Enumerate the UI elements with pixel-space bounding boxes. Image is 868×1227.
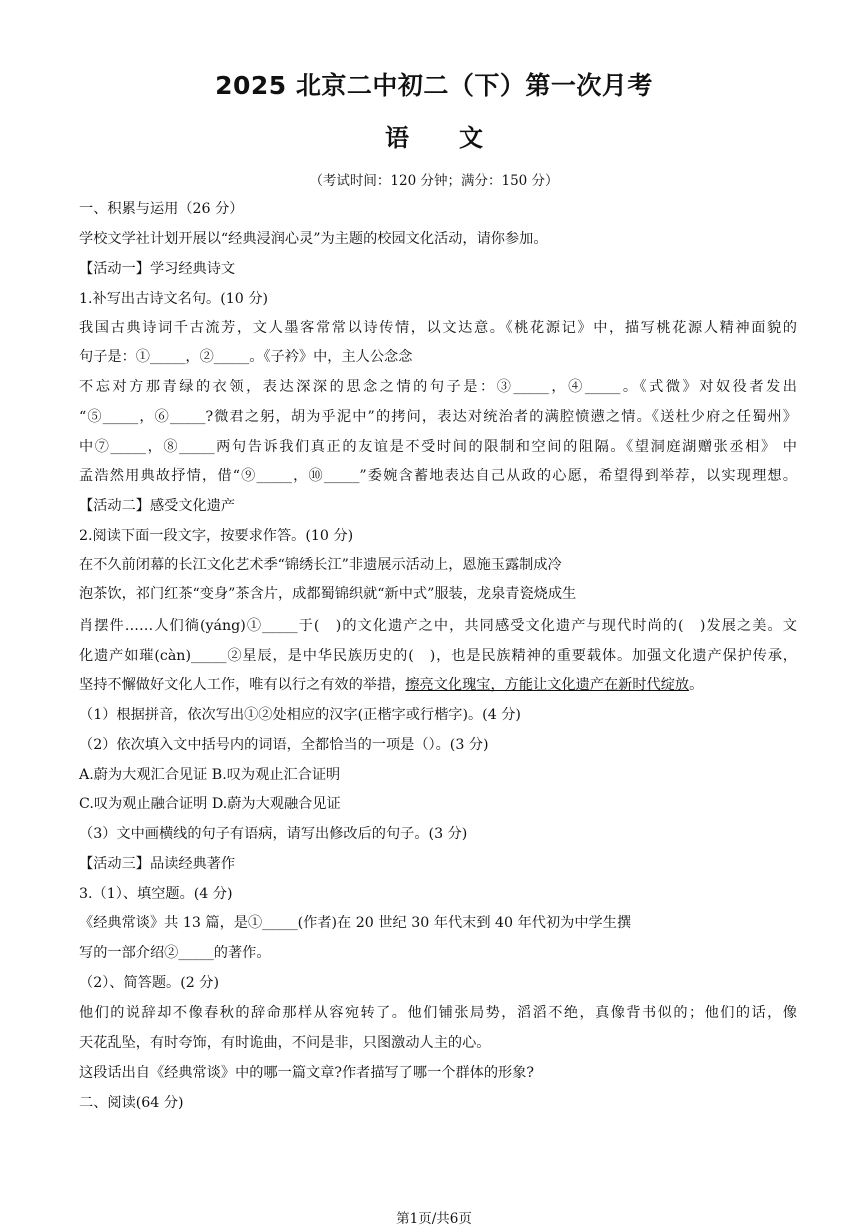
activity-heading: 【活动一】学习经典诗文 bbox=[79, 261, 236, 277]
exam-info: （考试时间：120 分钟；满分：150 分） bbox=[309, 173, 559, 189]
activity-heading: 【活动三】品读经典著作 bbox=[79, 856, 236, 872]
body-line: 化遗产如璀(càn)_____②星辰，是中华民族历史的( )，也是民族精神的重要载体。加强文化遗产保护传承， bbox=[79, 648, 797, 664]
body-line: 写的一部介绍②_____的著作。 bbox=[79, 945, 271, 961]
sub-question: （1）根据拼音，依次写出①②处相应的汉字(正楷字或行楷字)。(4 分) bbox=[79, 707, 521, 723]
section-heading: 一、积累与运用（26 分） bbox=[79, 201, 244, 217]
body-line: 这段话出自《经典常谈》中的哪一篇文章?作者描写了哪一个群体的形象? bbox=[79, 1065, 535, 1081]
page-title: 2025 北京二中初二（下）第一次月考 bbox=[215, 71, 653, 100]
activity-heading: 【活动二】感受文化遗产 bbox=[79, 498, 236, 514]
answer-option: C.叹为观止融合证明 D.蔚为大观融合见证 bbox=[79, 796, 341, 812]
body-line: “⑤_____，⑥_____?微君之躬，胡为乎泥中”的拷问，表达对统治者的满腔愤懑之情。《送杜少府之任蜀州》 bbox=[79, 409, 797, 425]
answer-option: A.蔚为大观汇合见证 B.叹为观止汇合证明 bbox=[79, 767, 341, 783]
body-line: 中⑦_____，⑧_____两句告诉我们真正的友谊是不受时间的限制和空间的阻隔。《望洞庭湖赠张丞相》 中 bbox=[79, 439, 797, 455]
underlined-sentence: 擦亮文化瑰宝，方能让文化遗产在新时代绽放 bbox=[405, 677, 690, 693]
page-number: 第1页/共6页 bbox=[396, 1211, 472, 1227]
body-line bbox=[79, 676, 703, 694]
body-line: 《经典常谈》共 13 篇，是①_____(作者)在 20 世纪 30 年代末到 40 年代初为中学生撰 bbox=[79, 915, 632, 931]
body-line: 在不久前闭幕的长江文化艺术季“锦绣长江”非遗展示活动上，恩施玉露制成冷 bbox=[79, 557, 562, 573]
body-text: 坚持不懈做好文化人工作，唯有以行之有效的举措， bbox=[79, 677, 406, 693]
question-heading: 3.（1）、填空题。(4 分) bbox=[79, 886, 233, 902]
body-line: 句子是：①_____，②_____。《子衿》中，主人公念念 bbox=[79, 349, 413, 365]
body-line: 不忘对方那青绿的衣领，表达深深的思念之情的句子是：③_____，④_____。《式微》对奴役者发出 bbox=[79, 379, 797, 395]
question-heading: 2.阅读下面一段文字，按要求作答。(10 分) bbox=[79, 528, 354, 544]
subject-heading: 语文 bbox=[385, 124, 533, 152]
sub-question: （2）、简答题。(2 分) bbox=[79, 975, 220, 991]
body-line: 肖摆件……人们徜(yáng)①_____于( )的文化遗产之中，共同感受文化遗产与现代时尚的( )发展之美。文 bbox=[79, 618, 797, 634]
body-line: 天花乱坠，有时夸饰，有时诡曲，不问是非，只图激动人主的心。 bbox=[79, 1035, 491, 1051]
body-line: 孟浩然用典故抒情，借“⑨_____，⑩_____”委婉含蓄地表达自己从政的心愿，希望得到举荐，以实现理想。 bbox=[79, 468, 797, 484]
sub-question: （2）依次填入文中括号内的词语，全都恰当的一项是（）。(3 分) bbox=[79, 737, 489, 753]
intro-text: 学校文学社计划开展以“经典浸润心灵”为主题的校园文化活动，请你参加。 bbox=[79, 231, 548, 247]
section-heading: 二、阅读(64 分) bbox=[79, 1095, 184, 1111]
body-line: 泡茶饮，祁门红茶“变身”茶含片，成都蜀锦织就“新中式”服装，龙泉青瓷烧成生 bbox=[79, 586, 577, 602]
body-line: 他们的说辞却不像春秋的辞命那样从容宛转了。他们铺张局势，滔滔不绝，真像背书似的；他们的话，像 bbox=[79, 1005, 797, 1021]
question-heading: 1.补写出古诗文名句。(10 分) bbox=[79, 291, 269, 307]
body-line: 我国古典诗词千古流芳，文人墨客常常以诗传情，以文达意。《桃花源记》中，描写桃花源人精神面貌的 bbox=[79, 320, 797, 336]
sub-question: （3）文中画横线的句子有语病，请写出修改后的句子。(3 分) bbox=[79, 826, 468, 842]
body-text: 。 bbox=[689, 677, 704, 693]
